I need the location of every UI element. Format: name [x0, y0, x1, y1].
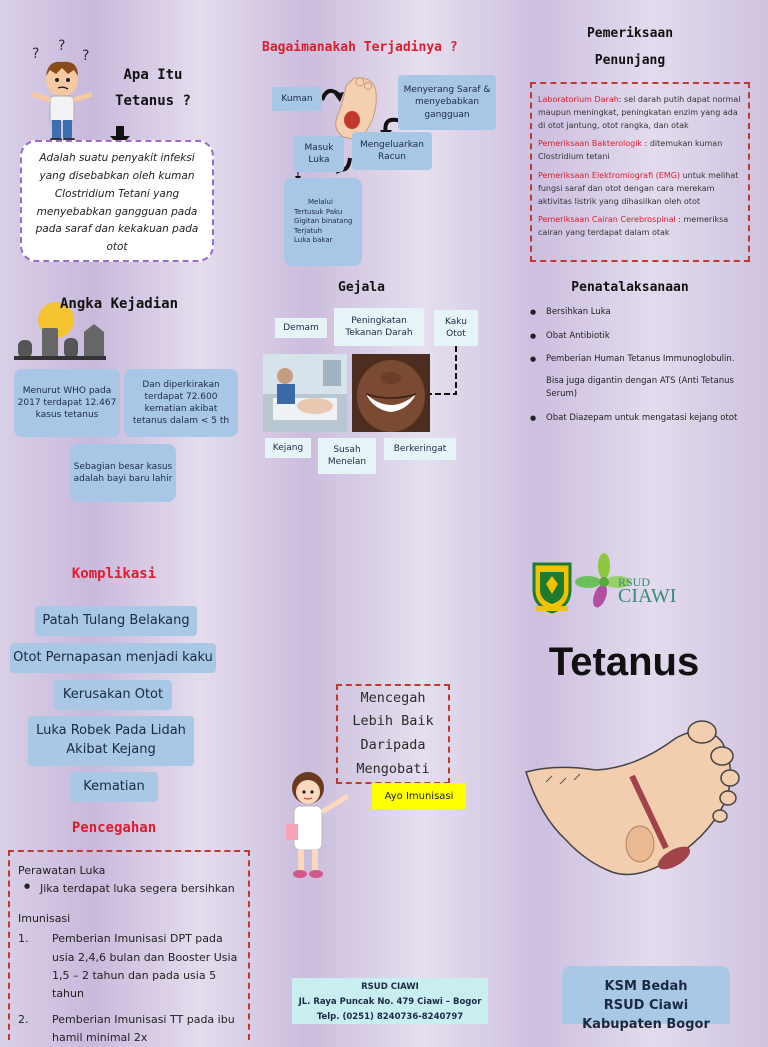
stat-bayi-box [70, 444, 176, 502]
komplikasi-item [35, 606, 197, 636]
imunisasi-item [18, 1011, 240, 1047]
mengeluarkan-box [352, 132, 432, 170]
pencegahan-box [8, 850, 250, 1045]
melalui-item: Melalui [308, 198, 333, 207]
pemeriksaan-title-line: Pemeriksaan [586, 26, 674, 41]
melalui-item: Gigitan binatang [294, 217, 353, 226]
komplikasi-text: Luka Robek Pada Lidah Akibat Kejang [36, 723, 186, 757]
angka-kejadian-title: Angka Kejadian [60, 296, 179, 312]
footer-hospital-name: RSUD CIAWI [361, 982, 419, 992]
kuman-text: Kuman [281, 93, 313, 104]
lab-text: : sel darah putih dapat normal maupun meningkat, peningkatan enzim yang ada di otot jantung, otot rangka, dan otak [538, 95, 741, 130]
svg-text:?: ? [58, 38, 66, 54]
lab-label: Pemeriksaan Elektromiografi (EMG) [538, 170, 681, 180]
melalui-item: Luka bakar [294, 236, 333, 245]
ksm-line: KSM Bedah [604, 979, 688, 994]
lab-label: Pemeriksaan Bakterologik [538, 139, 643, 149]
svg-text:?: ? [32, 46, 40, 62]
perawatan-item: ● Jika terdapat luka segera bersihkan [24, 880, 240, 898]
komplikasi-title: Komplikasi [71, 566, 157, 582]
menyerang-box [398, 75, 496, 130]
mencegah-line: Mencegah [360, 689, 426, 706]
perawatan-heading: Perawatan Luka [18, 864, 106, 877]
mencegah-line: Lebih Baik [352, 713, 434, 730]
gejala-text: Kejang [272, 442, 304, 453]
gejala-tekanan-box [334, 308, 424, 346]
kabupaten-bogor-emblem [530, 560, 574, 614]
imunisasi-text: Pemberian Imunisasi TT pada ibu hamil minimal 2x [52, 1012, 235, 1045]
pemeriksaan-title-line: Penunjang [594, 53, 666, 68]
imunisasi-item [18, 930, 240, 1003]
mencegah-line: Daripada [360, 737, 426, 753]
imunisasi-text: Pemberian Imunisasi DPT pada usia 2,4,6 bulan dan Booster Usia 1,5 – 2 tahun dan pada usia 5 tahun [52, 932, 238, 1000]
footer-address-box [292, 978, 488, 1024]
lab-label: Pemeriksaan Cairan Cerebrospinal [538, 215, 676, 225]
mengeluarkan-text: Mengeluarkan Racun [360, 139, 424, 162]
gejala-demam-box [275, 318, 327, 338]
lab-item [538, 94, 742, 132]
ats-note: Bisa juga digantin dengan ATS (Anti Tetanus Serum) [546, 375, 734, 400]
lab-item [538, 138, 742, 164]
pencegahan-title: Pencegahan [71, 820, 157, 836]
imunisasi-num: 1. [18, 932, 29, 946]
melalui-item: Tertusuk Paku [294, 207, 343, 216]
komplikasi-item [10, 643, 216, 673]
gejala-kaku-box [434, 310, 478, 346]
patient-photo [263, 354, 347, 432]
rsud-logo-text [618, 576, 676, 606]
imunisasi-heading: Imunisasi [18, 912, 71, 926]
gejala-connector [430, 346, 460, 398]
menyerang-text: Menyerang Saraf & menyebabkan gangguan [403, 85, 491, 120]
ksm-line: RSUD Ciawi [603, 997, 689, 1013]
nurse-illustration [278, 766, 358, 882]
definition-text: Adalah suatu penyakit infeksi yang disebabkan oleh kuman Clostridium Tetani yang menyebabkan gangguan pada pada saraf dan kekakuan pada otot [35, 152, 199, 254]
gejala-text: Kaku Otot [445, 316, 467, 339]
foot-with-nail-illustration [516, 712, 744, 888]
gejala-text: Berkeringat [393, 443, 447, 454]
ayo-imunisasi-badge [372, 783, 466, 809]
stat-kematian-box [124, 369, 238, 437]
komplikasi-item [70, 772, 158, 802]
gejala-menelan-box [318, 438, 376, 474]
footer-phone: Telp. (0251) 8240736-8240797 [316, 1011, 464, 1022]
rsud-small: RSUD [618, 575, 651, 589]
pemeriksaan-box [530, 82, 750, 262]
ayo-imunisasi-text: Ayo Imunisasi [384, 790, 454, 802]
lab-text: : memeriksa cairan yang terdapat dalam otak [538, 215, 729, 238]
gejala-text: Peningkatan Tekanan Darah [345, 315, 413, 338]
stat-who-box [14, 369, 120, 437]
masuk-luka-text: Masuk Luka [304, 142, 334, 165]
penatalaksanaan-item: ● Pemberian Human Tetanus Immunoglobulin. [530, 353, 766, 367]
gejala-text: Demam [283, 322, 319, 333]
imunisasi-num: 2. [18, 1012, 29, 1026]
komplikasi-text: Otot Pernapasan menjadi kaku [13, 649, 213, 665]
komplikasi-text: Kerusakan Otot [62, 686, 164, 702]
lab-item [538, 170, 742, 208]
komplikasi-text: Kematian [83, 778, 145, 794]
gejala-berkeringat-box [384, 438, 456, 460]
stat-bayi-text: Sebagian besar kasus adalah bayi baru lahir [73, 461, 173, 484]
penatalaksanaan-item: ● Obat Antibiotik [530, 330, 766, 344]
penatalaksanaan-item: ● Obat Diazepam untuk mengatasi kejang otot [530, 412, 766, 426]
gejala-title: Gejala [338, 280, 385, 295]
penatalaksanaan-item: ● Bersihkan Luka [530, 306, 766, 320]
svg-text:?: ? [82, 48, 90, 64]
confused-child-illustration [18, 40, 106, 146]
gejala-kejang-box [265, 438, 311, 458]
stat-kematian-text: Dan diperkirakan terdapat 72.600 kematian akibat tetanus dalam < 5 th [132, 379, 230, 427]
terjadinya-title: Bagaimanakah Terjadinya ? [262, 40, 458, 55]
stat-who-text: Menurut WHO pada 2017 terdapat 12.467 kasus tetanus [17, 385, 117, 421]
masuk-luka-box [294, 136, 344, 172]
ksm-bedah-box [562, 966, 730, 1032]
lab-text: : ditemukan kuman Clostridium tetani [538, 139, 723, 162]
lab-label: Laboratorium Darah [538, 95, 619, 104]
komplikasi-item [54, 680, 172, 710]
mencegah-line: Mengobati [356, 760, 430, 777]
melalui-box [284, 178, 362, 266]
footer-address: JL. Raya Puncak No. 479 Ciawi – Bogor [298, 996, 482, 1007]
komplikasi-item [28, 716, 194, 766]
penatalaksanaan-list [530, 306, 766, 426]
rsud-big: CIAWI [618, 585, 677, 607]
lab-item [538, 214, 742, 240]
ksm-line: Kabupaten Bogor [582, 1016, 710, 1032]
melalui-item: Terjatuh [294, 226, 323, 235]
gejala-text: Susah Menelan [327, 444, 367, 467]
pemeriksaan-title [550, 20, 710, 74]
risus-sardonicus-photo [352, 354, 430, 432]
definition-box [20, 140, 214, 262]
main-title: Tetanus [548, 640, 700, 684]
apa-itu-tetanus-title: Apa Itu Tetanus ? [115, 67, 191, 109]
kuman-box [272, 87, 322, 111]
lab-text: untuk melihat fungsi saraf dan otot dengan cara merekam aktivitas listrik yang dihasilkan oleh otot [538, 170, 739, 206]
komplikasi-text: Patah Tulang Belakang [42, 612, 190, 628]
penatalaksanaan-title: Penatalaksanaan [571, 280, 689, 295]
